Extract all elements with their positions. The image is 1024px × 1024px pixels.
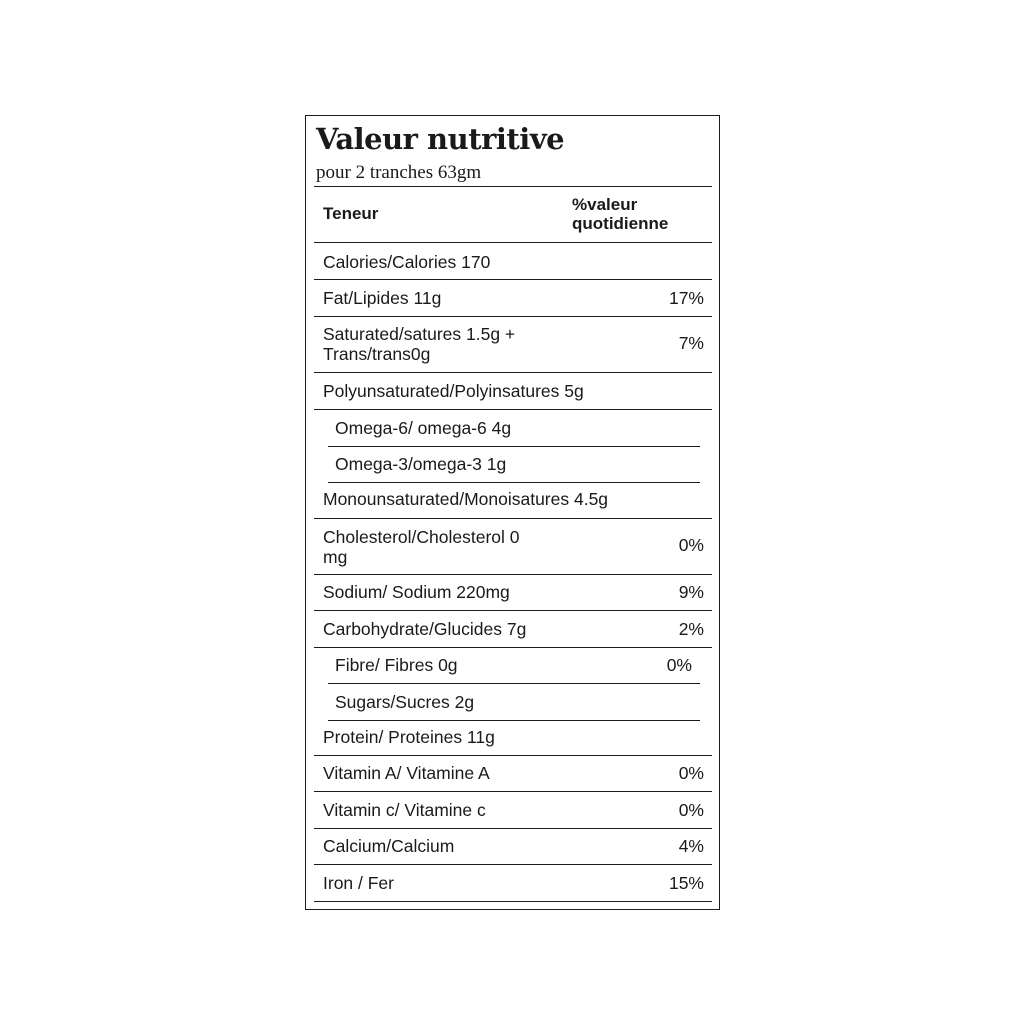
nutrient-name: Polyunsaturated/Polyinsatures 5g (323, 381, 584, 401)
daily-value-percent: 4% (678, 836, 704, 856)
nutrient-name-line2: Trans/trans0g (323, 344, 431, 364)
nutrient-name: Vitamin c/ Vitamine c (323, 800, 486, 820)
nutrition-facts-label (305, 115, 720, 910)
divider (314, 574, 712, 575)
daily-value-percent: 2% (678, 619, 704, 639)
divider (328, 446, 700, 447)
daily-value-percent: 0% (678, 763, 704, 783)
divider (314, 791, 712, 792)
divider (328, 683, 700, 684)
divider (314, 755, 712, 756)
header-amount: Teneur (323, 204, 379, 223)
divider (314, 610, 712, 611)
nutrient-name: Monounsaturated/Monoisatures 4.5g (323, 489, 609, 509)
nutrient-name: Protein/ Proteines 11g (323, 727, 495, 747)
divider (314, 647, 712, 648)
nutrient-name: Omega-3/omega-3 1g (335, 454, 507, 474)
nutrient-name: Iron / Fer (323, 873, 394, 893)
divider (314, 518, 712, 519)
daily-value-percent: 17% (668, 288, 704, 308)
nutrient-name-line2: mg (323, 547, 348, 567)
nutrient-name: Omega-6/ omega-6 4g (335, 418, 512, 438)
nutrient-name-line1: Saturated/satures 1.5g + (323, 324, 516, 344)
divider (314, 901, 712, 902)
nutrient-name: Fat/Lipides 11g (323, 288, 442, 308)
label-title: Valeur nutritive (316, 122, 565, 156)
nutrient-name: Sodium/ Sodium 220mg (323, 582, 510, 602)
divider (314, 409, 712, 410)
divider (328, 720, 700, 721)
nutrient-name: Vitamin A/ Vitamine A (323, 763, 490, 783)
divider (314, 279, 712, 280)
daily-value-percent: 9% (678, 582, 704, 602)
divider (314, 316, 712, 317)
daily-value-percent: 0% (666, 655, 692, 675)
header-daily-value-line2: quotidienne (572, 214, 669, 233)
nutrient-name: Sugars/Sucres 2g (335, 692, 475, 712)
daily-value-percent: 0% (678, 535, 704, 555)
daily-value-percent: 7% (678, 333, 704, 353)
daily-value-percent: 0% (678, 800, 704, 820)
divider (314, 186, 712, 187)
divider (314, 242, 712, 243)
nutrient-name: Calories/Calories 170 (323, 252, 491, 272)
divider (314, 864, 712, 865)
daily-value-percent: 15% (668, 873, 704, 893)
divider (328, 482, 700, 483)
nutrient-name-line1: Cholesterol/Cholesterol 0 (323, 527, 520, 547)
nutrient-name: Fibre/ Fibres 0g (335, 655, 458, 675)
nutrient-name: Carbohydrate/Glucides 7g (323, 619, 527, 639)
header-daily-value-line1: %valeur (572, 195, 638, 214)
divider (314, 372, 712, 373)
serving-size: pour 2 tranches 63gm (316, 162, 482, 183)
nutrient-name: Calcium/Calcium (323, 836, 455, 856)
divider (314, 828, 712, 829)
